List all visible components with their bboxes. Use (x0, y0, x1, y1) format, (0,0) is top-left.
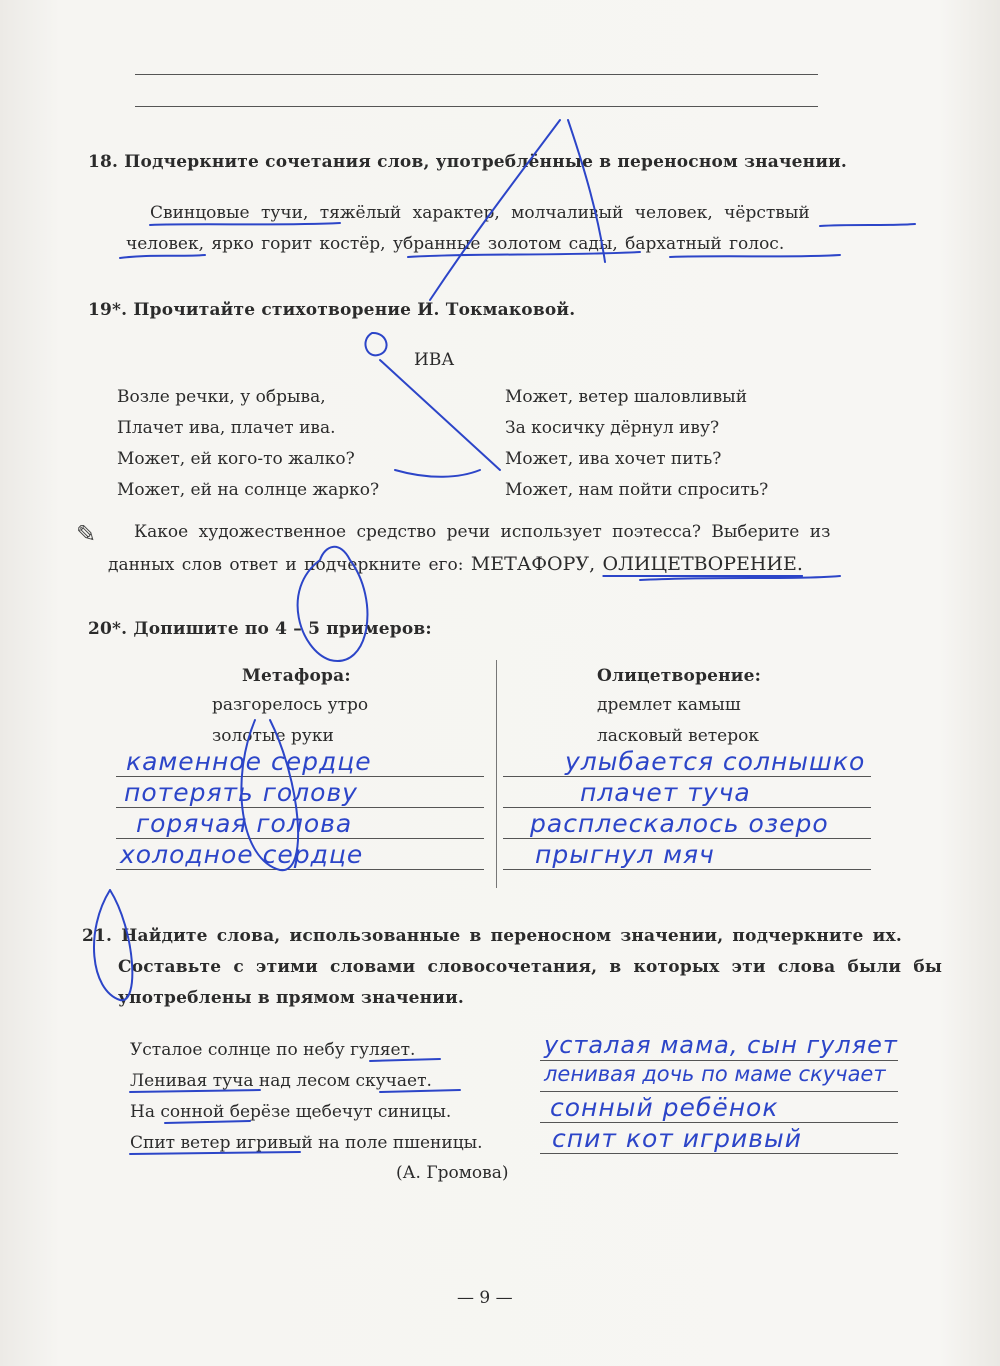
answer-line (503, 869, 871, 870)
answer-line (116, 776, 484, 777)
answer-line (116, 807, 484, 808)
task-18-line-2: человек, ярко горит костёр, убранные золотом сады, бархатный голос. (126, 234, 785, 254)
answer-line (503, 776, 871, 777)
handwritten-answer: потерять голову (124, 778, 358, 807)
poem-left-column (117, 387, 379, 511)
poem-line: Может, ива хочет пить? (505, 449, 722, 469)
poem-line: Усталое солнце по небу гуляет. (130, 1040, 416, 1060)
ink-underline (670, 255, 840, 257)
answer-line (540, 1122, 898, 1123)
handwritten-answer: улыбается солнышко (565, 747, 866, 776)
answer-line (540, 1153, 898, 1154)
task-21-title-3: употреблены в прямом значении. (118, 988, 464, 1008)
handwritten-answer: горячая голова (136, 809, 353, 838)
table-divider (496, 660, 497, 888)
handwritten-answer: плачет туча (580, 778, 751, 807)
poem-line: Плачет ива, плачет ива. (117, 418, 336, 438)
option-personification: ОЛИЦЕТВОРЕНИЕ. (602, 553, 803, 575)
poem-line: Возле речки, у обрыва, (117, 387, 326, 407)
task-21-title-1: 21. Найдите слова, использованные в переносном значении, подчеркните их. (82, 926, 902, 946)
handwritten-answer: расплескалось озеро (530, 809, 829, 838)
page-number: — 9 — (457, 1288, 513, 1308)
metaphor-example: разгорелось утро (212, 695, 369, 715)
poem-line: Может, ветер шаловливый (505, 387, 748, 407)
poem-line: Может, ей кого-то жалко? (117, 449, 355, 469)
ink-underline (150, 223, 340, 225)
personification-header: Олицетворение: (597, 666, 762, 686)
task-19-question-1: Какое художественное средство речи использует поэтесса? Выберите из (134, 522, 831, 542)
answer-line (503, 838, 871, 839)
answer-line (116, 838, 484, 839)
metaphor-header: Метафора: (242, 666, 351, 686)
handwritten-answer: усталая мама, сын гуляет (544, 1031, 898, 1059)
poem-line: За косичку дёрнул иву? (505, 418, 720, 438)
poem-author: (А. Громова) (396, 1163, 509, 1183)
answer-line (540, 1091, 898, 1092)
task-20-title: 20*. Допишите по 4 – 5 примеров: (88, 619, 432, 639)
handwritten-answer: каменное сердце (126, 747, 372, 776)
task-18-title: 18. Подчеркните сочетания слов, употреблённые в переносном значении. (88, 152, 848, 172)
personification-example: ласковый ветерок (597, 726, 759, 746)
poem-line: Ленивая туча над лесом скучает. (130, 1071, 432, 1091)
answer-line (503, 807, 871, 808)
handwritten-answer: прыгнул мяч (535, 840, 715, 869)
option-metaphor: МЕТАФОРУ, (470, 553, 596, 575)
ink-check-mark (380, 360, 500, 470)
metaphor-example: золотые руки (212, 726, 334, 746)
ink-underline (640, 576, 840, 580)
handwritten-answer: холодное сердце (120, 840, 364, 869)
poem-line: На сонной берёзе щебечут синицы. (130, 1102, 452, 1122)
poem-line: Спит ветер игривый на поле пшеницы. (130, 1133, 483, 1153)
ink-underline (820, 224, 915, 226)
answer-line (116, 869, 484, 870)
ink-check-mark (395, 470, 480, 477)
task-21-title-2: Составьте с этими словами словосочетания, в которых эти слова были бы (118, 957, 943, 977)
ink-circle (365, 333, 386, 355)
poem-line: Может, нам пойти спросить? (505, 480, 769, 500)
ink-underline (120, 255, 205, 258)
answer-line (540, 1060, 898, 1061)
poem-title: ИВА (414, 350, 455, 370)
task-19-question-2 (108, 553, 803, 575)
answer-line (135, 74, 818, 75)
task-19-question-prefix: данных слов ответ и подчеркните его: (108, 555, 471, 575)
handwritten-answer: спит кот игривый (552, 1124, 802, 1153)
handwritten-answer: ленивая дочь по маме скучает (544, 1062, 886, 1086)
personification-example: дремлет камыш (597, 695, 741, 715)
poem-line: Может, ей на солнце жарко? (117, 480, 380, 500)
handwritten-answer: сонный ребёнок (550, 1093, 779, 1122)
task-18-line-1: Свинцовые тучи, тяжёлый характер, молчаливый человек, чёрствый (150, 203, 810, 223)
task-19-title: 19*. Прочитайте стихотворение И. Токмаковой. (88, 300, 576, 320)
answer-line (135, 106, 818, 107)
pencil-icon: ✎ (76, 520, 97, 548)
poem-right-column (505, 387, 768, 511)
